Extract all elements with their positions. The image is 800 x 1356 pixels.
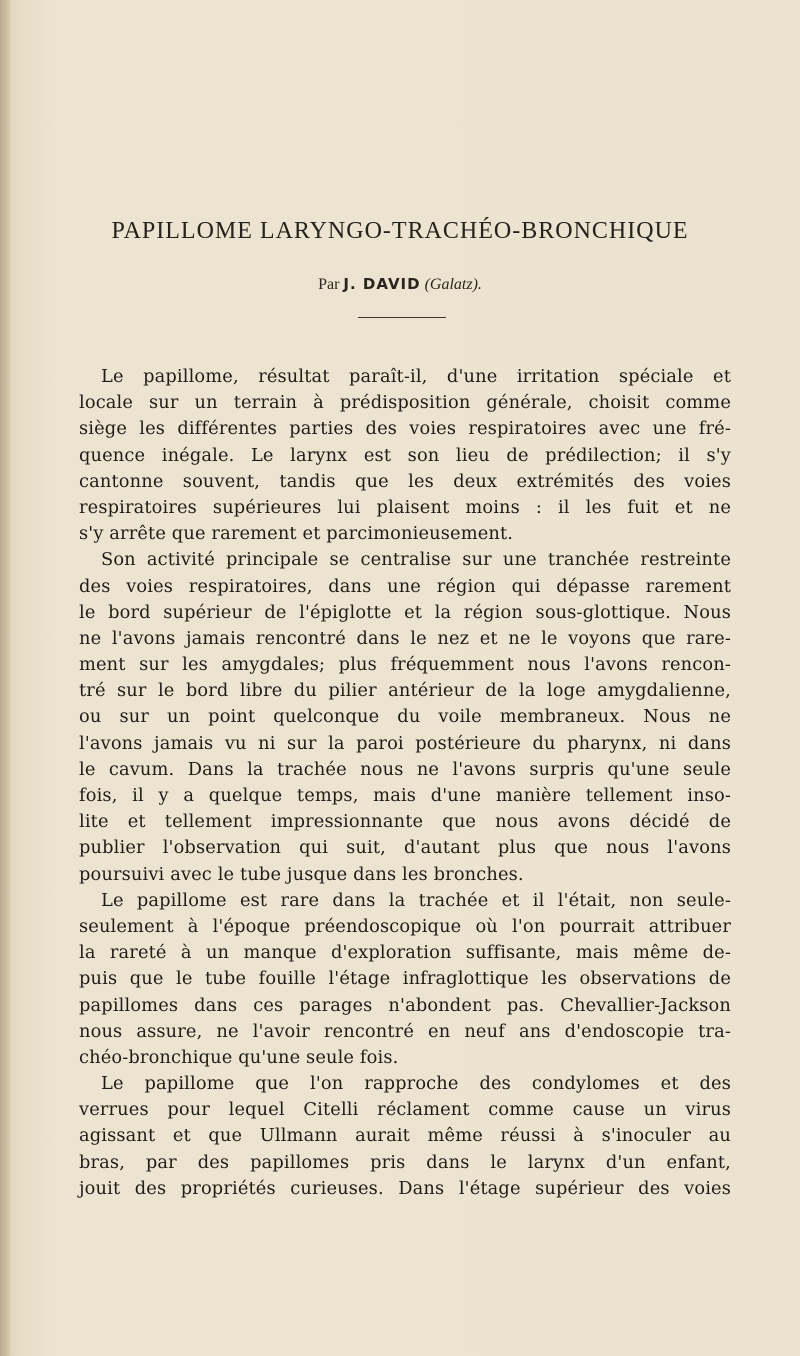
body-text-line: ou sur un point quelconque du voile membraneux. Nous ne <box>79 706 731 728</box>
body-text-line: agissant et que Ullmann aurait même réussi à s'inoculer au <box>79 1125 731 1147</box>
page-binding-edge <box>0 0 10 1356</box>
body-text-line: le cavum. Dans la trachée nous ne l'avons surpris qu'une seule <box>79 758 731 780</box>
article-byline <box>0 275 800 294</box>
article-body <box>79 364 731 1202</box>
title-divider <box>358 317 446 318</box>
body-text-line: poursuivi avec le tube jusque dans les bronches. <box>79 863 524 885</box>
body-text-line: bras, par des papillomes pris dans le larynx d'un enfant, <box>79 1151 731 1173</box>
body-text-line: Le papillome est rare dans la trachée et il l'était, non seule- <box>101 889 731 911</box>
body-text-line: cantonne souvent, tandis que les deux extrémités des voies <box>79 470 731 492</box>
body-text-line: puis que le tube fouille l'étage infraglottique les observations de <box>79 968 731 990</box>
body-text-line: publier l'observation qui suit, d'autant plus que nous l'avons <box>79 837 731 859</box>
byline-prefix: Par <box>318 276 340 293</box>
body-text-line: Le papillome, résultat paraît-il, d'une irritation spéciale et <box>101 366 731 387</box>
author-place: (Galatz). <box>424 276 482 293</box>
body-text-line: la rareté à un manque d'exploration suffisante, mais même de- <box>79 942 731 964</box>
body-text-line: des voies respiratoires, dans une région qui dépasse rarement <box>79 575 731 597</box>
body-text-line: s'y arrête que rarement et parcimonieusement. <box>79 523 514 545</box>
body-text-line: tré sur le bord libre du pilier antérieur de la loge amygdalienne, <box>79 680 731 702</box>
body-text-line: papillomes dans ces parages n'abondent pas. Chevallier-Jackson <box>79 994 731 1016</box>
body-text-line: Le papillome que l'on rapproche des condylomes et des <box>101 1073 731 1095</box>
body-text-line: le bord supérieur de l'épiglotte et la région sous-glottique. Nous <box>79 601 731 623</box>
body-text-line: locale sur un terrain à prédisposition générale, choisit comme <box>79 392 731 414</box>
body-text-line: nous assure, ne l'avoir rencontré en neuf ans d'endoscopie tra- <box>79 1020 731 1042</box>
body-text-line: siège les différentes parties des voies respiratoires avec une fré- <box>79 418 731 440</box>
body-text-line: seulement à l'époque préendoscopique où l'on pourrait attribuer <box>79 915 731 937</box>
body-text-line: chéo-bronchique qu'une seule fois. <box>79 1046 399 1068</box>
body-text-line: quence inégale. Le larynx est son lieu de prédilection; il s'y <box>79 444 731 466</box>
body-text-line: ne l'avons jamais rencontré dans le nez et ne le voyons que rare- <box>79 627 731 649</box>
article-title: PAPILLOME LARYNGO-TRACHÉO-BRONCHIQUE <box>111 218 689 244</box>
body-text-line: fois, il y a quelque temps, mais d'une manière tellement inso- <box>79 785 731 806</box>
body-text-line: verrues pour lequel Citelli réclament comme cause un virus <box>79 1099 731 1121</box>
body-text-line: respiratoires supérieures lui plaisent moins : il les fuit et ne <box>79 496 731 518</box>
author-name: J. DAVID <box>343 275 421 293</box>
body-text-line: lite et tellement impressionnante que nous avons décidé de <box>79 811 731 833</box>
body-text-line: Son activité principale se centralise sur une tranchée restreinte <box>101 549 731 571</box>
body-text-line: l'avons jamais vu ni sur la paroi postérieure du pharynx, ni dans <box>79 732 731 754</box>
body-text-line: ment sur les amygdales; plus fréquemment nous l'avons rencon- <box>79 654 731 676</box>
body-text-line: jouit des propriétés curieuses. Dans l'étage supérieur des voies <box>79 1177 731 1199</box>
